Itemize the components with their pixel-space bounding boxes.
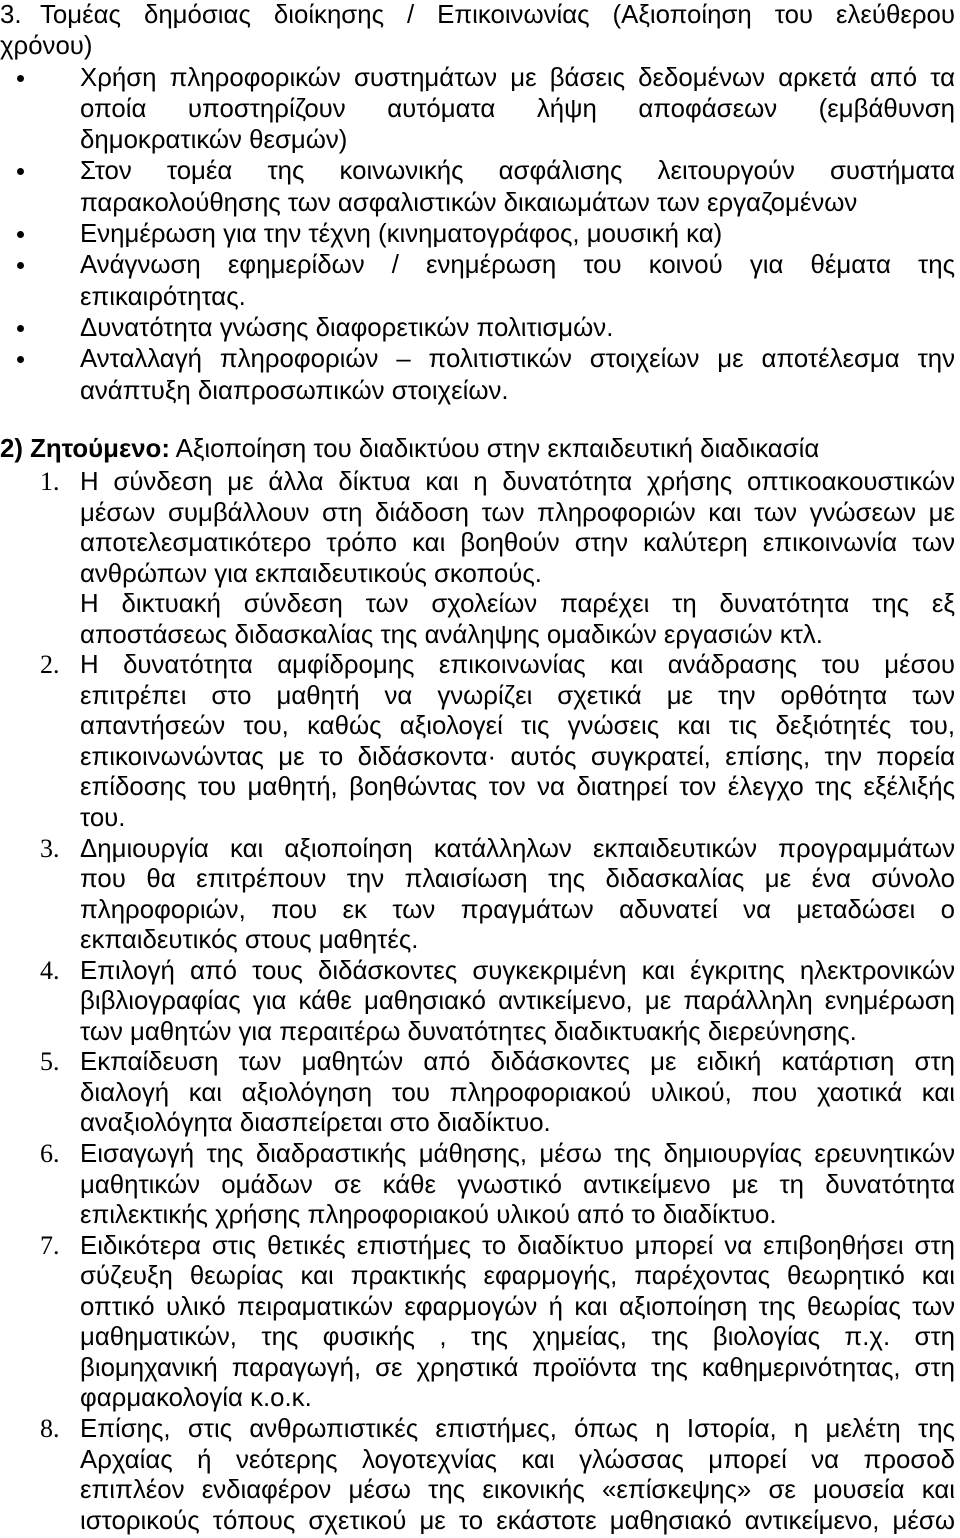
item-text-line: βιβλιογραφίας για κάθε μαθησιακό αντικείμενο, με παράλληλη ενημέρωση [80, 987, 955, 1016]
section-number: 3. [0, 1, 22, 29]
list-item [0, 650, 955, 833]
section-3 [0, 0, 955, 407]
bullet-text-line: Δυνατότητα γνώσης διαφορετικών πολιτισμών. [80, 313, 614, 342]
bullet-text-line: Ενημέρωση για την τέχνη (κινηματογράφος, μουσική κα) [80, 220, 723, 249]
item-text-line: των μαθητών για περαιτέρω δυνατότητες διαδικτυακής διερεύνησης. [80, 1017, 857, 1046]
item-text-line: φαρμακολογία κ.ο.κ. [80, 1384, 312, 1413]
list-item [0, 1139, 955, 1231]
bullet-text-line: παρακολούθησης των ασφαλιστικών δικαιωμάτων των εργαζομένων [80, 188, 858, 217]
bullet-item [0, 63, 955, 157]
heading-label: 2) Ζητούμενο: [0, 435, 170, 463]
bullet-text-line: Ανάγνωση εφημερίδων / ενημέρωση του κοινού για θέματα της [80, 251, 955, 280]
bullet-icon [17, 75, 24, 82]
item-number: 4. [40, 955, 60, 985]
heading-text: Αξιοποίηση του διαδικτύου στην εκπαιδευτική διαδικασία [175, 435, 820, 463]
list-item [0, 467, 955, 650]
item-text-line: Επιλογή από τους διδάσκοντες συγκεκριμένη και έγκριτης ηλεκτρονικών [80, 956, 955, 985]
bullet-icon [17, 231, 24, 238]
list-item [0, 1414, 955, 1536]
section-title-line: χρόνου) [0, 32, 93, 61]
bullet-list [0, 63, 955, 407]
subsection-heading [0, 434, 955, 465]
section-title [0, 0, 955, 63]
item-text-line: Η σύνδεση με άλλα δίκτυα και η δυνατότητα χρήσης οπτικοακουστικών [80, 468, 955, 496]
item-number: 5. [40, 1047, 60, 1077]
item-number: 8. [40, 1413, 60, 1443]
bullet-icon [17, 262, 24, 269]
item-text-line: επιλεκτικής χρήσης πληροφοριακού υλικού από το διαδίκτυο. [80, 1201, 777, 1230]
bullet-item [0, 344, 955, 407]
bullet-item [0, 250, 955, 313]
item-text-line: μέσων συμβάλλουν στη διάδοση των πληροφοριών και των γνώσεων με [80, 498, 955, 527]
item-text-line: επικοινωνώντας με το διδάσκοντα· αυτός συγκρατεί, επίσης, την πορεία [80, 742, 955, 771]
bullet-icon [17, 356, 24, 363]
item-text-line: οπτικό υλικό πειραματικών εφαρμογών ή και αξιοποίηση της θεωρίας των [80, 1292, 955, 1321]
item-text-line: επιπλέον ενδιαφέρον μέσω της εικονικής «επίσκεψης» σε μουσεία και [80, 1476, 955, 1505]
item-text-line: πληροφοριών, που εκ των πραγμάτων αδυνατεί να μεταδώσει ο [80, 895, 955, 924]
item-text-line: Εκπαίδευση των μαθητών από διδάσκοντες με ειδική κατάρτιση στη [80, 1048, 955, 1077]
item-text-line: Εισαγωγή της διαδραστικής μάθησης, μέσω της δημιουργίας ερευνητικών [80, 1140, 955, 1169]
bullet-item [0, 219, 955, 250]
item-text-line: ιστορικούς τόπους σχετικού με το εκάστοτε μαθησιακό αντικείμενο, μέσω [80, 1506, 955, 1535]
item-text-line: μαθητικών ομάδων σε κάθε γνωστικό αντικείμενο με τη δυνατότητα [80, 1170, 955, 1199]
item-text-line: διαλογή και αξιολόγηση του πληροφοριακού υλικού, που χαοτικά και [80, 1078, 955, 1107]
list-item [0, 834, 955, 956]
item-text-line: Αρχαίας ή νεότερης λογοτεχνίας και γλώσσας μπορεί να προσοδ [80, 1445, 955, 1474]
list-item [0, 956, 955, 1048]
item-text-line: που θα επιτρέπουν την πλαισίωση της διδασκαλίας με ένα σύνολο [80, 865, 955, 894]
item-text-line: Η δυνατότητα αμφίδρομης επικοινωνίας και ανάδρασης του μέσου [80, 651, 955, 680]
item-number: 1. [40, 467, 60, 496]
bullet-text-line: Στον τομέα της κοινωνικής ασφάλισης λειτουργούν συστήματα [80, 157, 955, 186]
item-text-line: απαντήσεών του, καθώς αξιολογεί τις γνώσεις και τις δεξιότητές του, [80, 712, 955, 741]
item-text-line: εκπαιδευτικός στους μαθητές. [80, 926, 419, 955]
item-text-line: μαθηματικών, της φυσικής , της χημείας, της βιολογίας π.χ. στη [80, 1323, 955, 1352]
bullet-item [0, 156, 955, 219]
bullet-text-line: Χρήση πληροφορικών συστημάτων με βάσεις δεδομένων αρκετά από τα [80, 63, 955, 92]
bullet-text-line: Ανταλλαγή πληροφοριών – πολιτιστικών στοιχείων με αποτέλεσμα την [80, 345, 955, 374]
item-text-line: ανθρώπων για εκπαιδευτικούς σκοπούς. [80, 559, 542, 588]
item-number: 2. [40, 650, 60, 680]
item-text-line: αποστάσεως διδασκαλίας της ανάληψης ομαδικών εργασιών κτλ. [80, 620, 823, 649]
bullet-icon [17, 325, 24, 332]
bullet-icon [17, 168, 24, 175]
list-item [0, 1047, 955, 1139]
bullet-text-line: επικαιρότητας. [80, 282, 246, 311]
section-title-line: Τομέας δημόσιας διοίκησης / Επικοινωνίας (Αξιοποίηση του ελεύθερου [40, 1, 955, 29]
bullet-text-line: ανάπτυξη διαπροσωπικών στοιχείων. [80, 376, 509, 405]
item-text-line: Επίσης, στις ανθρωπιστικές επιστήμες, όπως η Ιστορία, η μελέτη της [80, 1414, 955, 1443]
item-number: 6. [40, 1139, 60, 1169]
item-text-line: σύζευξη θεωρίας και πρακτικής εφαρμογής, παρέχοντας θεωρητικό και [80, 1262, 955, 1291]
item-number: 7. [40, 1230, 60, 1260]
item-text-line: αναξιολόγητα διασπείρεται στο διαδίκτυο. [80, 1109, 551, 1138]
item-text-line: Η δικτυακή σύνδεση των σχολείων παρέχει τη δυνατότητα της εξ [80, 590, 955, 619]
bullet-text-line: δημοκρατικών θεσμών) [80, 126, 348, 155]
bullet-item [0, 313, 955, 344]
item-text-line: του. [80, 804, 126, 833]
item-text-line: βιομηχανική παραγωγή, σε χρηστικά προϊόντα της καθημερινότητας, στη [80, 1353, 955, 1382]
item-text-line: Δημιουργία και αξιοποίηση κατάλληλων εκπαιδευτικών προγραμμάτων [80, 834, 955, 863]
item-number: 3. [40, 833, 60, 863]
item-text-line: επίδοσης του μαθητή, βοηθώντας τον να διατηρεί τον έλεγχο της εξέλιξής [80, 773, 955, 802]
item-text-line: Ειδικότερα στις θετικές επιστήμες το διαδίκτυο μπορεί να επιβοηθήσει στη [80, 1231, 955, 1260]
bullet-text-line: οποία υποστηρίζουν αυτόματα λήψη αποφάσεων (εμβάθυνση [80, 94, 955, 123]
item-text-line: αποτελεσματικότερο τρόπο και βοηθούν στην καλύτερη επικοινωνία των [80, 529, 955, 558]
item-text-line: επιτρέπει στο μαθητή να γνωρίζει σχετικά με την ορθότητα των [80, 681, 955, 710]
numbered-list [0, 467, 955, 1536]
list-item [0, 1231, 955, 1414]
